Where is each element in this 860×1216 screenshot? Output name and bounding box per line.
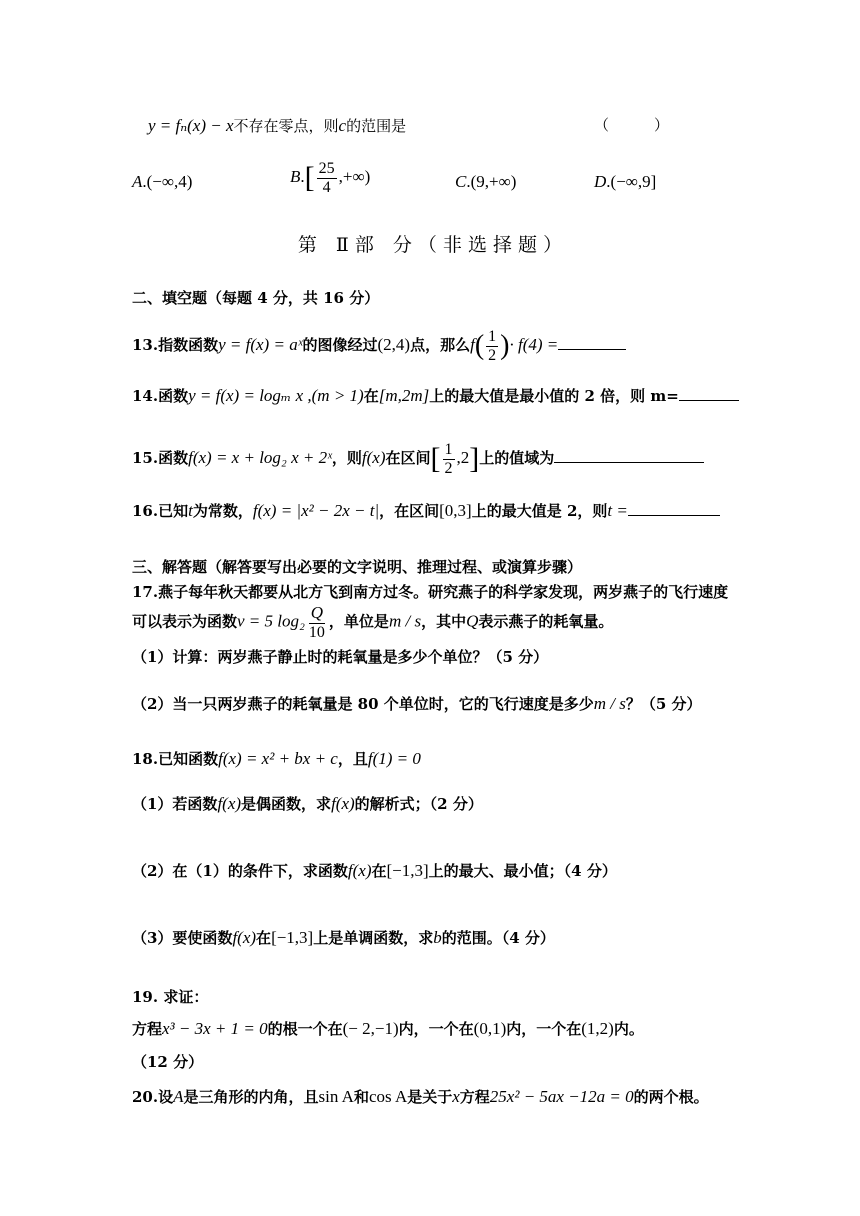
q18-sub2-post: 上的最大、最小值；（4 分）: [428, 862, 617, 880]
q16-mid2: ，在区间: [379, 502, 440, 520]
q17-line2-mid2: ，其中: [421, 612, 467, 631]
q18-sub3-pre: （3）要使函数: [132, 929, 233, 947]
denominator: 4: [322, 178, 331, 196]
q20-pre: 20.设: [132, 1088, 174, 1106]
q18-pre: 18.已知函数: [132, 750, 219, 768]
q17-formula: v = 5 log₂: [237, 611, 305, 631]
denominator: 2: [444, 459, 453, 477]
q15: 15.函数f(x) = x + log₂ x + 2ˣ，则f(x)在区间[ $\frac{1}{2}$ ,2]上的值域为: [132, 441, 704, 477]
q17-line2-mid: ，单位是: [328, 612, 389, 631]
option-value: ,+∞): [338, 167, 371, 187]
section3-heading: 三、解答题（解答要写出必要的文字说明、推理过程、或演算步骤）: [132, 558, 583, 576]
q13-fraction: [486, 328, 498, 364]
option-value: (−∞,9]: [610, 172, 657, 191]
q16-mid3: 上的最大值是 2，则: [471, 502, 608, 520]
q13-math3: · f(4) =: [509, 335, 559, 355]
denominator: 2: [488, 346, 497, 364]
q19-t4: 内。: [613, 1020, 644, 1038]
q18-sub2-pre: （2）在（1）的条件下，求函数: [132, 862, 348, 880]
q19-pre: 方程: [132, 1020, 163, 1038]
q14: [132, 387, 739, 404]
q13-mid: 的图像经过: [302, 336, 378, 355]
q19-score: （12 分）: [132, 1053, 204, 1071]
q19-equation: x³ − 3x + 1 = 0: [162, 1019, 268, 1038]
q17-sub1: （1）计算：两岁燕子静止时的耗氧量是多少个单位？（5 分）: [132, 648, 549, 666]
fraction: [317, 160, 337, 196]
q12-answer-paren: （ ）: [594, 116, 670, 134]
q14-mid: 在: [363, 387, 379, 405]
numerator: 25: [318, 160, 335, 177]
q15-mid2: 在区间: [385, 449, 431, 468]
q12-math: y = fₙ(x) − x: [148, 116, 234, 135]
q18: [132, 750, 421, 767]
q12-option-d: D.(−∞,9]: [594, 172, 657, 191]
q18-sub2-mid: 在: [371, 862, 387, 880]
q17-sub2: [132, 695, 702, 712]
q18-mid: ，且: [337, 750, 368, 768]
q18-sub2: [132, 862, 617, 879]
q18-sub2-m2: [−1,3]: [386, 861, 429, 880]
q15-interval-post: ,2: [456, 448, 470, 468]
q18-sub1-m1: f(x): [217, 794, 242, 813]
q15-math2: f(x): [361, 448, 386, 468]
q20-t1: 是三角形的内角，且: [183, 1088, 319, 1106]
q17-sub2-pre: （2）当一只两岁燕子的耗氧量是 80 个单位时，它的飞行速度是多少: [132, 695, 594, 713]
q20-t5: 的两个根。: [633, 1088, 709, 1106]
q17-fraction: [307, 604, 327, 641]
q20-A: A: [173, 1087, 184, 1106]
q18-sub1-pre: （1）若函数: [132, 795, 218, 813]
q19-interval1: (− 2,−1): [342, 1019, 399, 1038]
q12-option-c: C.(9,+∞): [455, 172, 517, 191]
q19-t3: 内，一个在: [506, 1020, 582, 1038]
q19-t1: 的根一个在: [267, 1020, 343, 1038]
q17-sub2-post: ？（5 分）: [625, 695, 702, 713]
q20-t3: 是关于: [407, 1088, 453, 1106]
q18-sub3-var: b: [433, 928, 442, 947]
q18-sub3: [132, 929, 555, 946]
q12-option-b: B.[ $\frac{25}{4}$ ,+∞): [290, 160, 371, 196]
q17-Q: Q: [466, 611, 479, 631]
option-letter: C: [455, 172, 467, 191]
q13-answer-blank[interactable]: [558, 349, 626, 350]
q12-option-a: A.(−∞,4): [132, 172, 193, 191]
q16-math3: t =: [607, 501, 628, 520]
q18-sub3-mid: 在: [256, 929, 272, 947]
q12-var: c: [338, 116, 347, 135]
q15-pre: 15.函数: [132, 449, 189, 468]
q19-interval2: (0,1): [473, 1019, 507, 1038]
q16-mid: 为常数，: [192, 502, 253, 520]
part2-title: 第 Ⅱ 部 分 （ 非 选 择 题 ）: [297, 234, 563, 256]
q17-line1: 17.燕子每年秋天都要从北方飞到南方过冬。研究燕子的科学家发现，两岁燕子的飞行速度: [132, 583, 729, 601]
q17-unit: m / s: [388, 611, 422, 631]
q12-text: 不存在零点，则: [233, 117, 339, 135]
q18-sub3-m1: f(x): [232, 928, 257, 947]
q16-answer-blank[interactable]: [628, 515, 720, 516]
q13-pre: 13.指数函数: [132, 336, 219, 355]
q13-math2: (2,4): [377, 335, 411, 355]
q15-answer-blank[interactable]: [554, 462, 704, 463]
q16-math2: [0,3]: [439, 501, 472, 520]
q15-fraction: [443, 441, 455, 477]
option-letter: A: [132, 172, 143, 191]
section2-heading: 二、填空题（每题 4 分，共 16 分）: [132, 289, 380, 307]
q13: 13.指数函数y = f(x) = aˣ的图像经过(2,4)点，那么f( $\frac{1}{2}$ )· f(4) =: [132, 328, 626, 364]
q20-t2: 和: [353, 1088, 369, 1106]
q18-sub1-m2: f(x): [331, 794, 355, 813]
q15-mid: ，则: [331, 449, 362, 468]
q16-var: t: [188, 501, 193, 520]
q18-sub3-mid2: 上是单调函数，求: [313, 929, 434, 947]
q18-sub3-post: 的范围。（4 分）: [441, 929, 555, 947]
numerator: Q: [310, 603, 324, 622]
q19-body: [132, 1020, 644, 1037]
q20-equation: 25x² − 5ax −12a = 0: [489, 1087, 634, 1106]
q14-math1: y = f(x) = logₘ x ,(m > 1): [188, 386, 364, 405]
q16-math1: f(x) = |x² − 2x − t|: [252, 501, 380, 520]
option-bracket: [: [304, 161, 315, 195]
q17-line2-pre: 可以表示为函数: [132, 612, 238, 631]
q19-title: 19. 求证：: [132, 988, 209, 1006]
q16-pre: 16.已知: [132, 502, 189, 520]
q17-line2: [132, 604, 613, 641]
q18-math1: f(x) = x² + bx + c: [218, 749, 338, 768]
q13-f: f: [470, 335, 475, 355]
q17-line2-post: 表示燕子的耗氧量。: [478, 612, 614, 631]
q13-math1: y = f(x) = aˣ: [218, 335, 303, 355]
option-value: (9,+∞): [470, 172, 517, 191]
q20-t4: 方程: [459, 1088, 490, 1106]
q18-sub2-m1: f(x): [347, 861, 372, 880]
q18-sub3-m2: [−1,3]: [271, 928, 314, 947]
q18-math2: f(1) = 0: [367, 749, 421, 768]
q14-pre: 14.函数: [132, 387, 189, 405]
q17-sub2-unit: m / s: [593, 694, 626, 713]
q19-interval3: (1,2): [581, 1019, 614, 1038]
q15-post: 上的值域为: [479, 449, 555, 468]
q20-sin: sin A: [318, 1087, 354, 1106]
q20: [132, 1088, 709, 1105]
q14-math2: [m,2m]: [378, 386, 430, 405]
q18-sub1-mid: 是偶函数，求: [241, 795, 332, 813]
q16: [132, 502, 720, 519]
numerator: 1: [444, 441, 453, 458]
q18-sub1-post: 的解析式；（2 分）: [354, 795, 483, 813]
q12-text2: 的范围是: [346, 117, 407, 135]
q18-sub1: [132, 795, 483, 812]
q15-math1: f(x) = x + log₂ x + 2ˣ: [188, 448, 332, 468]
q14-answer-blank[interactable]: [679, 400, 739, 401]
q20-x: x: [452, 1087, 460, 1106]
q12-stem: [148, 117, 406, 134]
q19-t2: 内，一个在: [398, 1020, 474, 1038]
q13-mid2: 点，那么: [410, 336, 471, 355]
q20-cos: cos A: [368, 1087, 408, 1106]
option-letter: D: [594, 172, 607, 191]
q14-post: 上的最大值是最小值的 2 倍，则 m=: [429, 387, 679, 405]
option-value: (−∞,4): [146, 172, 193, 191]
option-letter: B: [290, 167, 301, 187]
numerator: 1: [488, 328, 497, 345]
denominator: 10: [308, 623, 325, 641]
